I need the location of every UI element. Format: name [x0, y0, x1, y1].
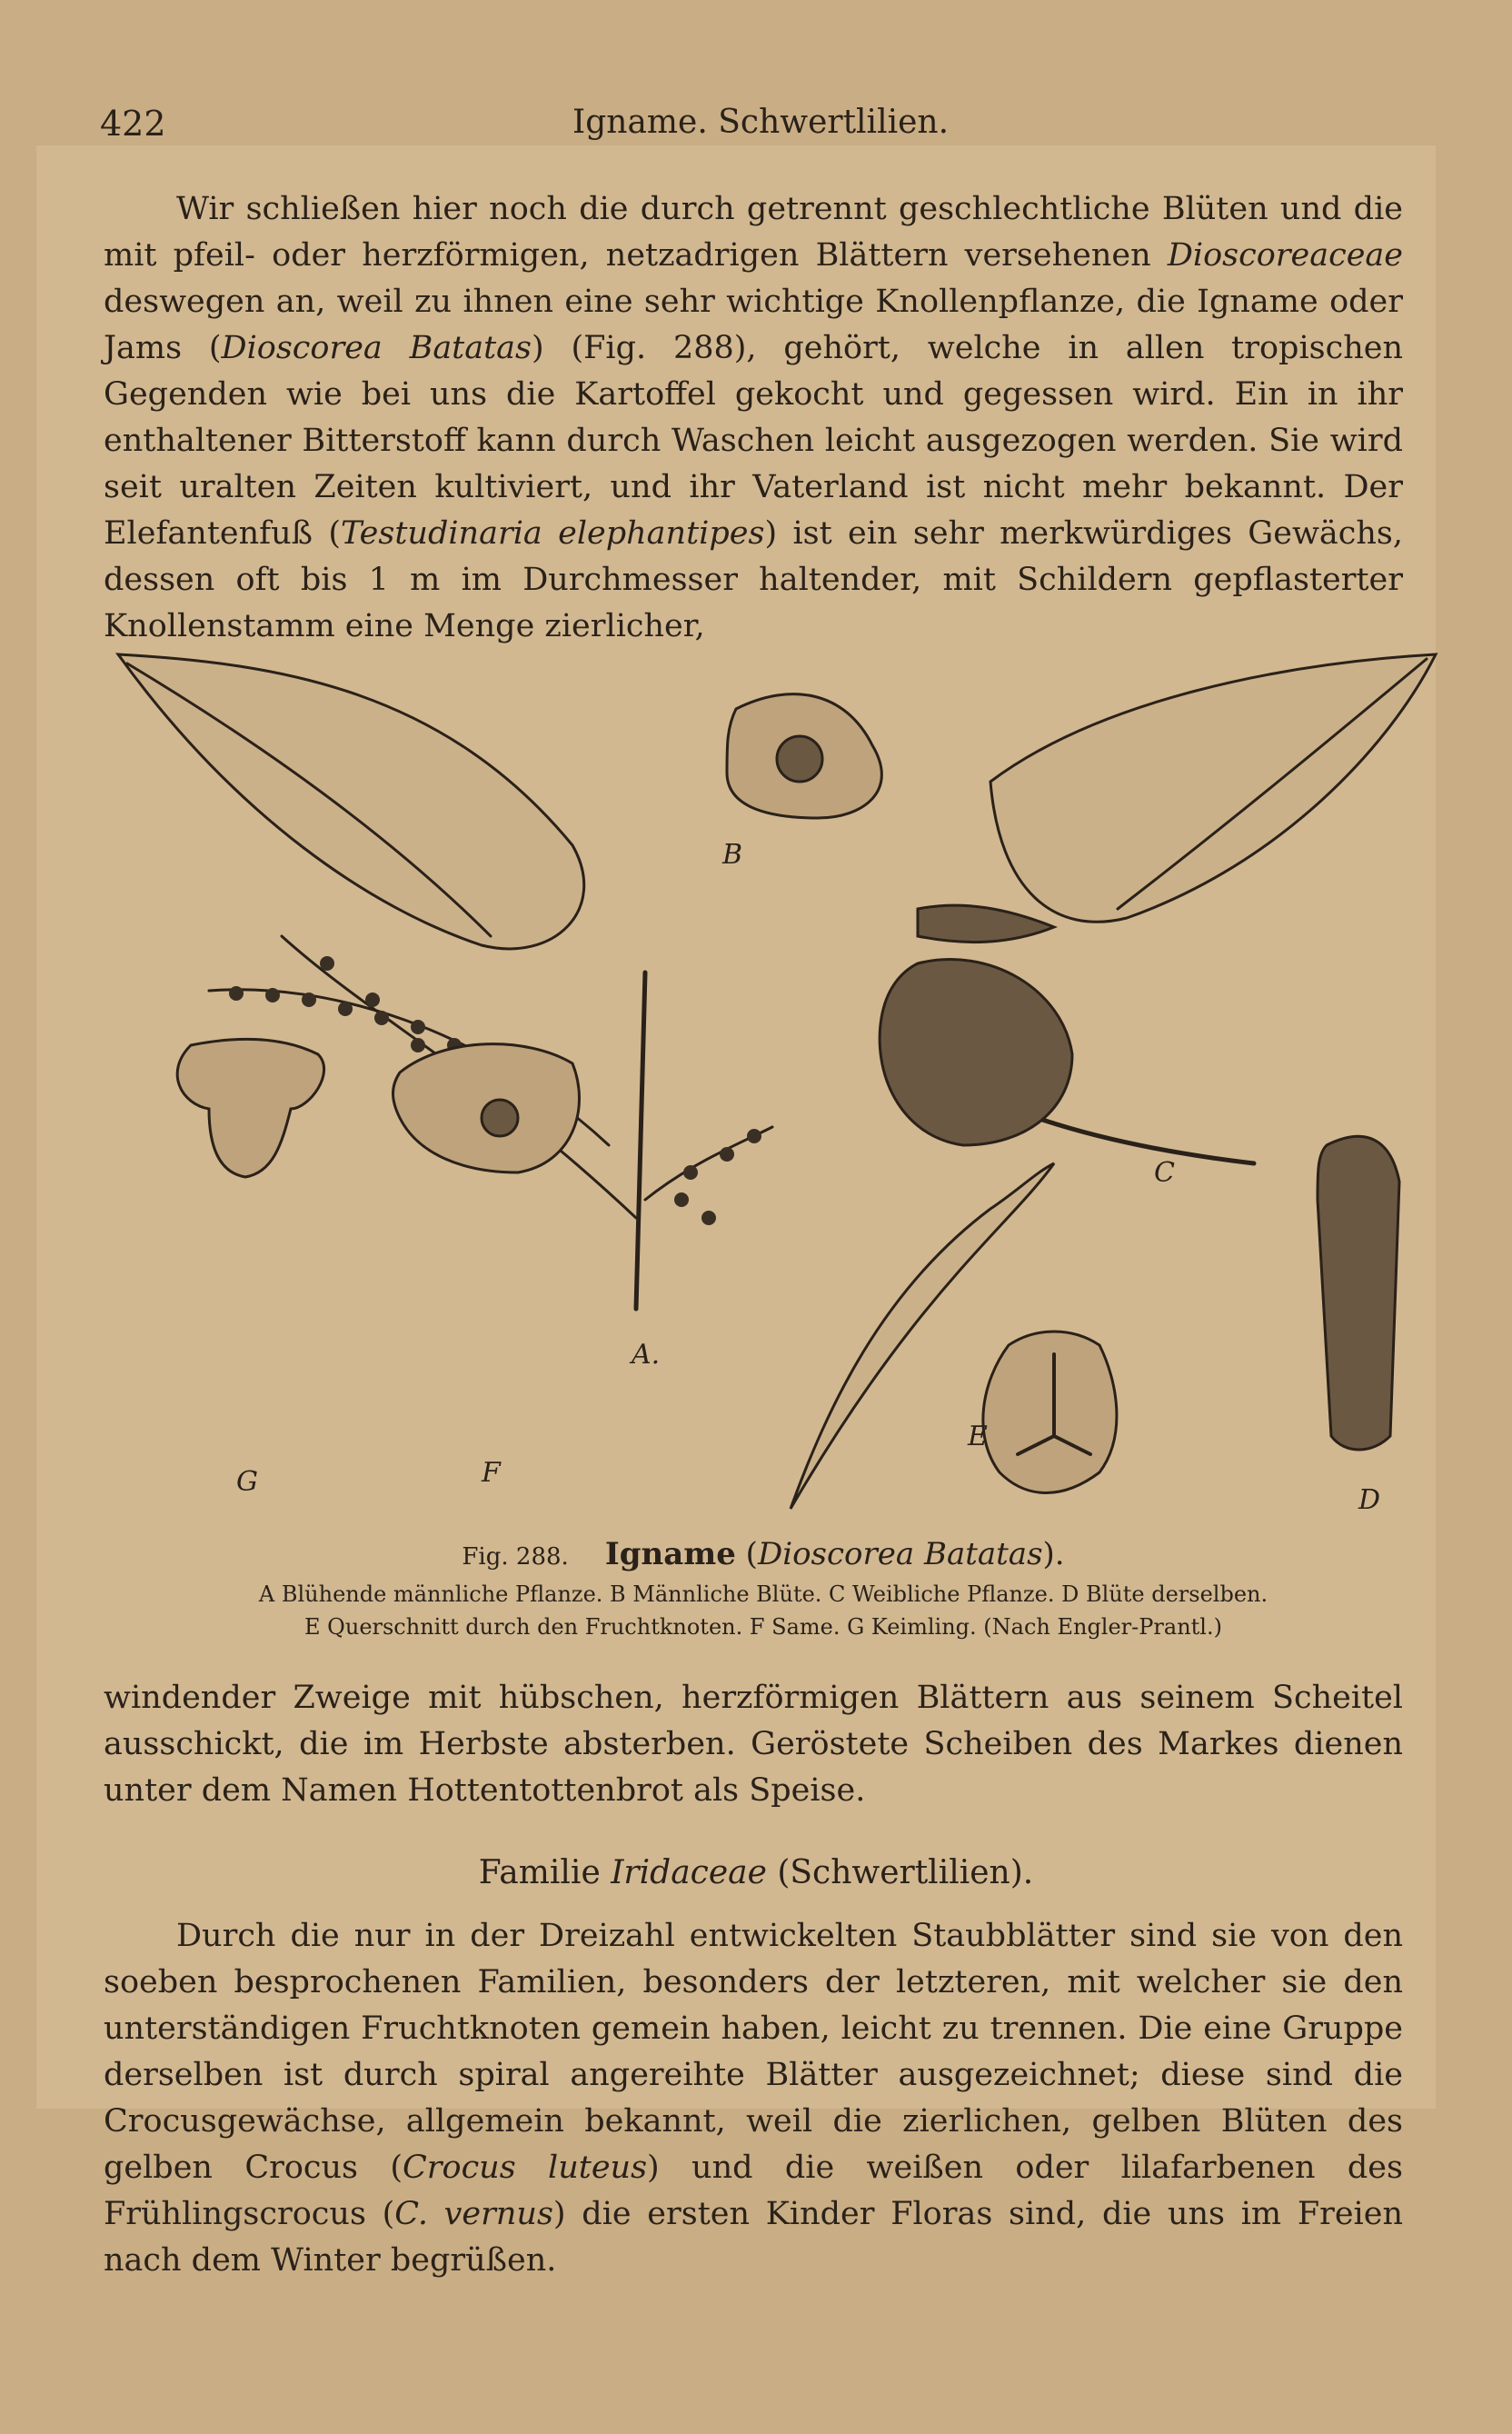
- figure-label-b: B: [722, 839, 743, 871]
- caption-fig-number: Fig. 288.: [462, 1543, 569, 1571]
- section-heading-prefix: Familie: [478, 1854, 612, 1891]
- section-paragraph-block: [104, 1913, 1403, 2284]
- running-title: Igname. Schwertlilien.: [572, 104, 950, 141]
- section-paragraph-run: Crocus luteus: [403, 2150, 648, 2186]
- top-paragraph-run: ) ist ein sehr merkwürdiges Gewächs, dessen oft bis 1 m im Durchmesser haltender, mit Schildern gepflasterter Knollenstamm eine Menge zierlicher,: [104, 515, 1404, 644]
- figure-label-d: D: [1358, 1484, 1381, 1516]
- section-paragraph-run: ) die ersten Kinder Floras sind, die uns im Freien nach dem Winter begrüßen.: [104, 2196, 1404, 2279]
- top-paragraph: [104, 186, 1403, 650]
- page-header: [100, 104, 1408, 158]
- section-paragraph-run: ) und die weißen oder lilafarbenen des Frühlingscrocus (: [104, 2150, 1403, 2232]
- caption-legend-line-2: E Querschnitt durch den Fruchtknoten. F Same. G Keimling. (Nach Engler-Prantl.): [304, 1614, 1222, 1640]
- top-paragraph-block: [104, 186, 1403, 650]
- seedling-g: [177, 1039, 323, 1177]
- leaf-c1: [990, 654, 1436, 922]
- section-paragraph-run: C. vernus: [394, 2196, 553, 2232]
- figure-label-g: G: [236, 1466, 258, 1498]
- top-paragraph-run: deswegen an, weil zu ihnen eine sehr wichtige Knollenpflanze, die Igname oder Jams (: [104, 284, 1403, 366]
- top-paragraph-run: Dioscorea Batatas: [221, 330, 532, 366]
- figure-caption: [136, 1536, 1390, 1643]
- section-heading-latin: Iridaceae: [611, 1854, 767, 1891]
- section-heading-suffix: (Schwertlilien).: [766, 1854, 1034, 1891]
- section-paragraph: [104, 1913, 1403, 2284]
- section-heading: [0, 1854, 1512, 1891]
- page-number: 422: [100, 104, 166, 144]
- cross-section-e: [983, 1332, 1117, 1493]
- figure-label-c: C: [1154, 1157, 1175, 1189]
- flower-d: [1318, 1136, 1399, 1450]
- top-paragraph-run: ) (Fig. 288), gehört, welche in allen tropischen Gegenden wie bei uns die Kartoffel gekocht und gegessen wird. Ein in ihr enthaltener Bitterstoff kann durch Waschen leicht ausgezogen werden. Sie wird seit uralten Zeiten kultiviert, und ihr Vaterland ist nicht mehr bekannt. Der Elefantenfuß (: [104, 330, 1404, 552]
- figure-label-e: E: [968, 1421, 988, 1452]
- top-paragraph-run: Wir schließen hier noch die durch getrennt geschlechtliche Blüten und die mit pfeil- oder herzförmigen, netzadrigen Blättern versehenen: [104, 191, 1403, 274]
- top-paragraph-run: Dioscoreaceae: [1167, 237, 1403, 274]
- caption-title: Fig. 288. Igname (Dioscorea Batatas).: [462, 1536, 1065, 1572]
- caption-legend-line-1: A Blühende männliche Pflanze. B Männliche Blüte. C Weibliche Pflanze. D Blüte derselben.: [258, 1581, 1268, 1607]
- bottom-paragraph-block: [104, 1675, 1403, 1814]
- fruit-capsule-c: [880, 960, 1072, 1145]
- caption-title-latin: Dioscorea Batatas: [757, 1536, 1043, 1572]
- bottom-paragraph: windender Zweige mit hübschen, herzförmigen Blättern aus seinem Scheitel ausschickt, die im Herbste absterben. Geröstete Scheiben des Markes dienen unter dem Namen Hottentottenbrot als Speise.: [104, 1680, 1403, 1809]
- top-paragraph-run: Testudinaria elephantipes: [341, 515, 765, 552]
- figure-label-a: A.: [632, 1339, 661, 1371]
- caption-legend: [136, 1578, 1390, 1643]
- leaf-a: [118, 654, 584, 949]
- caption-title-text: Igname: [604, 1536, 736, 1572]
- section-paragraph-run: Durch die nur in der Dreizahl entwickelten Staubblätter sind sie von den soeben besprochenen Familien, besonders der letzteren, mit welcher sie den unterständigen Fruchtknoten gemein haben, leicht zu trennen. Die eine Gruppe derselben ist durch spiral angereihte Blätter ausgezeichnet; diese sind die Crocusgewächse, allgemein bekannt, weil die zierlichen, gelben Blüten des gelben Crocus (: [104, 1918, 1403, 2186]
- stem-a: [636, 973, 645, 1309]
- figure-label-f: F: [482, 1457, 501, 1489]
- fruit-bud-c: [918, 905, 1054, 942]
- figure-288-illustration: [100, 636, 1445, 1536]
